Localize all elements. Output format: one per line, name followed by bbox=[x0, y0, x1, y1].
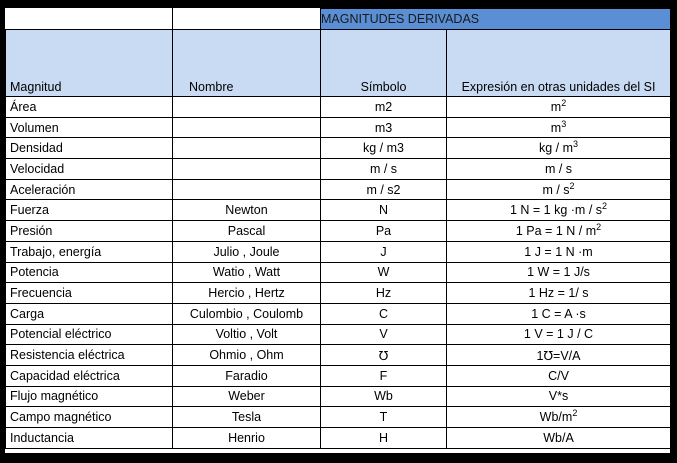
cell-nombre[interactable] bbox=[173, 159, 321, 180]
cell-magnitud[interactable]: Volumen bbox=[6, 117, 173, 138]
table-row bbox=[6, 428, 671, 449]
cell-nombre[interactable]: Weber bbox=[173, 386, 321, 407]
expresion-text: m bbox=[550, 99, 562, 114]
expresion-text: 1 Hz = 1/ s bbox=[528, 286, 589, 301]
expresion-text: m / s bbox=[542, 182, 570, 197]
blank-cell[interactable] bbox=[6, 9, 173, 30]
cell-simbolo[interactable]: W bbox=[321, 262, 447, 283]
cell-expresion[interactable] bbox=[447, 241, 671, 262]
expresion-text: 1 V = 1 J / C bbox=[523, 327, 594, 342]
cell-simbolo[interactable]: C bbox=[321, 303, 447, 324]
cell-simbolo[interactable]: N bbox=[321, 200, 447, 221]
cell-nombre[interactable] bbox=[173, 138, 321, 159]
cell-nombre[interactable]: Hercio , Hertz bbox=[173, 283, 321, 304]
cell-nombre[interactable]: Culombio , Coulomb bbox=[173, 303, 321, 324]
exponent: 3 bbox=[573, 139, 579, 150]
cell-magnitud[interactable]: Campo magnético bbox=[6, 407, 173, 428]
expresion-text: m bbox=[550, 120, 562, 135]
exponent: 2 bbox=[569, 180, 575, 191]
cell-nombre[interactable]: Voltio , Volt bbox=[173, 324, 321, 345]
table-row bbox=[6, 386, 671, 407]
table-row bbox=[6, 159, 671, 180]
cell-expresion[interactable] bbox=[447, 200, 671, 221]
cell-simbolo[interactable]: T bbox=[321, 407, 447, 428]
expresion-text: 1 C = A ·s bbox=[531, 306, 586, 321]
table-row bbox=[6, 345, 671, 366]
cell-nombre[interactable]: Ohmio , Ohm bbox=[173, 345, 321, 366]
table-row bbox=[6, 117, 671, 138]
cell-nombre[interactable] bbox=[173, 97, 321, 118]
cell-expresion[interactable] bbox=[447, 117, 671, 138]
exponent: 2 bbox=[572, 408, 578, 419]
cell-expresion[interactable] bbox=[447, 365, 671, 386]
cell-magnitud[interactable]: Potencia bbox=[6, 262, 173, 283]
cell-magnitud[interactable]: Área bbox=[6, 97, 173, 118]
cell-nombre[interactable]: Faradio bbox=[173, 365, 321, 386]
expresion-text: 1℧=V/A bbox=[536, 348, 581, 363]
exponent: 2 bbox=[561, 97, 567, 108]
cell-expresion[interactable] bbox=[447, 97, 671, 118]
cell-simbolo[interactable]: m / s2 bbox=[321, 179, 447, 200]
header-expresion[interactable]: Expresión en otras unidades del SI bbox=[447, 30, 671, 97]
expresion-text: 1 Pa = 1 N / m bbox=[515, 223, 597, 238]
cell-expresion[interactable] bbox=[447, 407, 671, 428]
cell-expresion[interactable] bbox=[447, 138, 671, 159]
header-simbolo[interactable]: Símbolo bbox=[321, 30, 447, 97]
expresion-text: m / s bbox=[544, 161, 573, 176]
table-row bbox=[6, 241, 671, 262]
cell-nombre[interactable]: Henrio bbox=[173, 428, 321, 449]
table-row bbox=[6, 97, 671, 118]
cell-expresion[interactable] bbox=[447, 345, 671, 366]
table-title-text: MAGNITUDES DERIVADAS bbox=[321, 12, 480, 26]
cell-nombre[interactable]: Tesla bbox=[173, 407, 321, 428]
cell-expresion[interactable] bbox=[447, 428, 671, 449]
cell-magnitud[interactable]: Trabajo, energía bbox=[6, 241, 173, 262]
expresion-text: Wb/m bbox=[539, 410, 573, 425]
cell-magnitud[interactable]: Carga bbox=[6, 303, 173, 324]
cell-nombre[interactable]: Julio , Joule bbox=[173, 241, 321, 262]
blank-cell[interactable] bbox=[173, 9, 321, 30]
expresion-text: kg / m bbox=[538, 141, 574, 156]
cell-expresion[interactable] bbox=[447, 159, 671, 180]
cell-nombre[interactable]: Watio , Watt bbox=[173, 262, 321, 283]
cell-magnitud[interactable]: Aceleración bbox=[6, 179, 173, 200]
cell-expresion[interactable] bbox=[447, 283, 671, 304]
cell-simbolo[interactable]: m / s bbox=[321, 159, 447, 180]
expresion-text: 1 W = 1 J/s bbox=[527, 265, 590, 280]
spreadsheet-area bbox=[5, 8, 670, 453]
cell-nombre[interactable]: Newton bbox=[173, 200, 321, 221]
cell-simbolo[interactable]: Pa bbox=[321, 221, 447, 242]
cell-simbolo[interactable]: V bbox=[321, 324, 447, 345]
table-row bbox=[6, 303, 671, 324]
cell-magnitud[interactable]: Presión bbox=[6, 221, 173, 242]
table-row bbox=[6, 179, 671, 200]
cell-magnitud[interactable]: Frecuencia bbox=[6, 283, 173, 304]
header-magnitud[interactable]: Magnitud bbox=[6, 30, 173, 97]
exponent: 2 bbox=[602, 201, 608, 212]
cell-expresion[interactable] bbox=[447, 179, 671, 200]
cell-simbolo[interactable]: m2 bbox=[321, 97, 447, 118]
table-row bbox=[6, 365, 671, 386]
table-row bbox=[6, 221, 671, 242]
table-row bbox=[6, 407, 671, 428]
expresion-text: 1 N = 1 kg ·m / s bbox=[509, 203, 603, 218]
table-row bbox=[6, 262, 671, 283]
expresion-text: 1 J = 1 N ·m bbox=[524, 244, 593, 259]
header-row bbox=[6, 30, 671, 97]
title-row bbox=[6, 9, 671, 30]
cell-simbolo[interactable]: m3 bbox=[321, 117, 447, 138]
cell-magnitud[interactable]: Fuerza bbox=[6, 200, 173, 221]
cell-expresion[interactable] bbox=[447, 303, 671, 324]
cell-magnitud[interactable]: Potencial eléctrico bbox=[6, 324, 173, 345]
cell-simbolo[interactable]: Wb bbox=[321, 386, 447, 407]
cell-simbolo[interactable]: F bbox=[321, 365, 447, 386]
cell-magnitud[interactable]: Capacidad eléctrica bbox=[6, 365, 173, 386]
cell-nombre[interactable]: Pascal bbox=[173, 221, 321, 242]
cell-nombre[interactable] bbox=[173, 179, 321, 200]
exponent: 2 bbox=[596, 221, 602, 232]
table-row bbox=[6, 283, 671, 304]
cell-nombre[interactable] bbox=[173, 117, 321, 138]
cell-expresion[interactable] bbox=[447, 262, 671, 283]
cell-magnitud[interactable]: Flujo magnético bbox=[6, 386, 173, 407]
exponent: 3 bbox=[561, 118, 567, 129]
cell-magnitud[interactable]: Resistencia eléctrica bbox=[6, 345, 173, 366]
cell-magnitud[interactable]: Densidad bbox=[6, 138, 173, 159]
expresion-text: C/V bbox=[548, 368, 569, 383]
cell-expresion[interactable] bbox=[447, 386, 671, 407]
cell-simbolo[interactable]: Hz bbox=[321, 283, 447, 304]
cell-magnitud[interactable]: Velocidad bbox=[6, 159, 173, 180]
cell-simbolo[interactable]: J bbox=[321, 241, 447, 262]
table-title[interactable] bbox=[321, 9, 671, 30]
cell-simbolo[interactable]: kg / m3 bbox=[321, 138, 447, 159]
table-row bbox=[6, 324, 671, 345]
expresion-text: Wb/A bbox=[543, 430, 574, 445]
cell-magnitud[interactable]: Inductancia bbox=[6, 428, 173, 449]
derived-magnitudes-table bbox=[5, 8, 671, 449]
table-row bbox=[6, 200, 671, 221]
header-nombre[interactable]: Nombre bbox=[173, 30, 321, 97]
table-row bbox=[6, 138, 671, 159]
cell-simbolo[interactable]: H bbox=[321, 428, 447, 449]
cell-simbolo[interactable]: ℧ bbox=[321, 345, 447, 366]
cell-expresion[interactable] bbox=[447, 324, 671, 345]
cell-expresion[interactable] bbox=[447, 221, 671, 242]
expresion-text: V*s bbox=[548, 389, 569, 404]
